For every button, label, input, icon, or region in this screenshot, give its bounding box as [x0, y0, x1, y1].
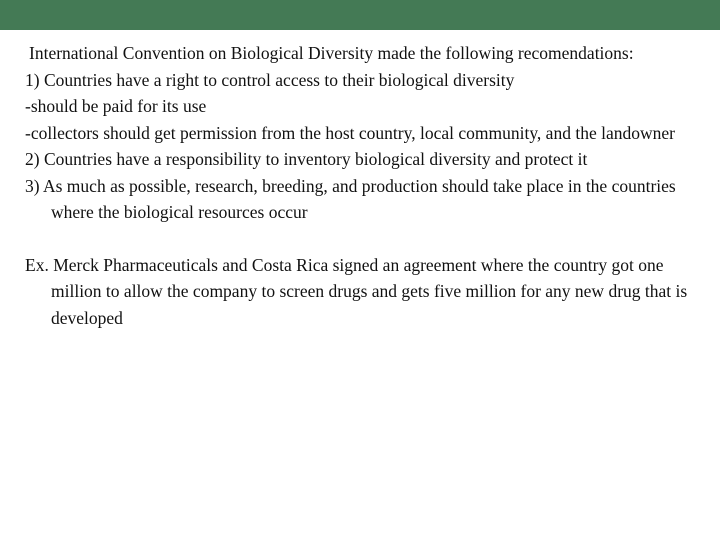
slide-body	[25, 40, 705, 331]
sub-point-paid: -should be paid for its use	[25, 96, 207, 116]
example-text: Ex. Merck Pharmaceuticals and Costa Rica signed an agreement where the country got one million to allow the company to screen drugs and gets five million for any new drug that is developed	[25, 254, 688, 328]
intro-text: International Convention on Biological Diversity made the following recomendations:	[29, 43, 634, 63]
point-3: 3) As much as possible, research, breeding, and production should take place in the countries where the biological resources occur	[25, 175, 676, 222]
sub-point-permission: -collectors should get permission from the host country, local community, and the landowner	[25, 122, 675, 143]
point-2: 2) Countries have a responsibility to inventory biological diversity and protect it	[25, 149, 588, 169]
top-accent-bar	[0, 0, 720, 30]
spacer	[25, 226, 705, 252]
point-1: 1) Countries have a right to control access to their biological diversity	[25, 69, 515, 90]
